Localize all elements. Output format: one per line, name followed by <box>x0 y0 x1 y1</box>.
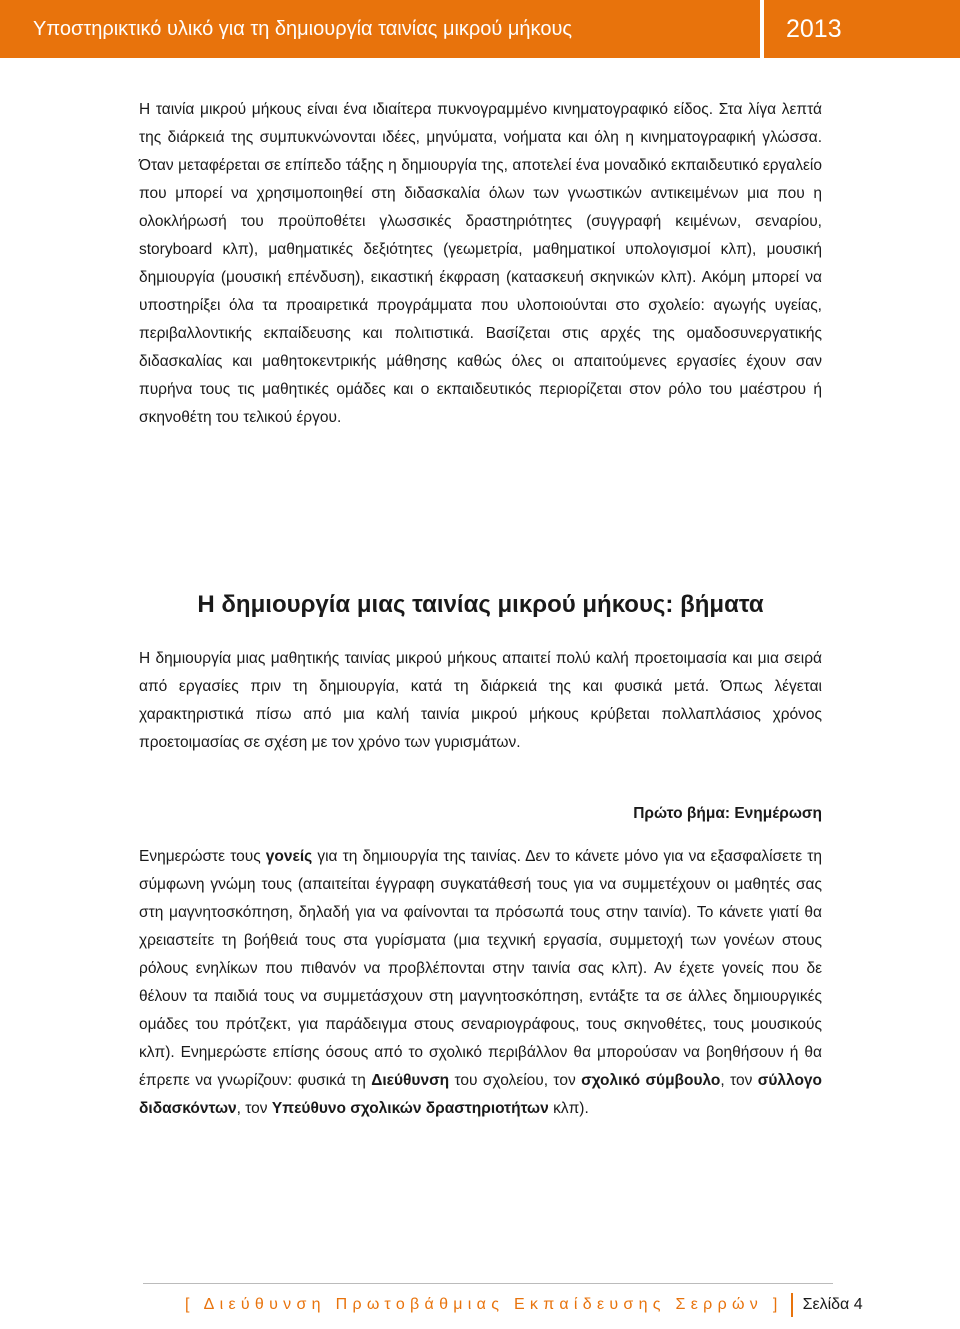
step1-bold-teachers: σύλλογο διδασκόντων <box>139 1072 822 1117</box>
footer-page-number: Σελίδα 4 <box>802 1296 863 1313</box>
footer-organization: [ Διεύθυνση Πρωτοβάθμιας Εκπαίδευσης Σερρών ] <box>185 1296 783 1313</box>
intro-section <box>139 96 822 432</box>
page-header <box>0 0 960 58</box>
intro-paragraph: Η ταινία μικρού μήκους είναι ένα ιδιαίτερα πυκνογραμμένο κινηματογραφικό είδος. Στα λίγα λεπτά της διάρκειά της συμπυκνώνονται ιδέες, μηνύματα, νοήματα και όλη η κινηματογραφική γλώσσα. Όταν μεταφέρεται σε επίπεδο τάξης η δημιουργία της, αποτελεί ένα μοναδικό εκπαιδευτικό εργαλείο που μπορεί να χρησιμοποιηθεί στη διδασκαλία όλων των γνωστικών αντικειμένων μια που η ολοκλήρωσή του προϋποθέτει γλωσσικές δραστηριότητες (συγγραφή κειμένων, σεναρίου, storyboard κλπ), μαθηματικές δεξιότητες (γεωμετρία, μαθηματικοί υπολογισμοί κλπ), μουσική δημιουργία (μουσική επένδυση), εικαστική έκφραση (κατασκευή σκηνικών κλπ). Ακόμη μπορεί να υποστηρίξει όλα τα προαιρετικά προγράμματα που υλοποιούνται στο σχολείο: αγωγής υγείας, περιβαλλοντικής εκπαίδευσης και πολιτιστικά. Βασίζεται στις αρχές της ομαδοσυνεργατικής διδασκαλίας και μαθητοκεντρικής μάθησης καθώς όλες οι απαιτούμενες εργασίες έχουν σαν πυρήνα τους τις μαθητικές ομάδες και ο εκπαιδευτικός περιορίζεται στον ρόλο του μαέστρου ή σκηνοθέτη του τελικού έργου. <box>139 101 822 426</box>
header-year: 2013 <box>764 0 960 58</box>
step1-text-1: Ενημερώστε τους <box>139 848 266 865</box>
step1-heading: Πρώτο βήμα: Ενημέρωση <box>633 805 822 822</box>
header-title: Υποστηρικτικό υλικό για τη δημιουργία ταινίας μικρού μήκους <box>0 0 760 58</box>
footer-divider <box>143 1283 833 1284</box>
step1-text-6: κλπ). <box>548 1100 589 1117</box>
step1-text-4: , τον <box>720 1072 758 1089</box>
section-paragraph: Η δημιουργία μιας μαθητικής ταινίας μικρού μήκους απαιτεί πολύ καλή προετοιμασία και μια σειρά από εργασίες πριν τη δημιουργία, κατά τη διάρκειά της και φυσικά μετά. Όπως λέγεται χαρακτηριστικά πίσω από μια καλή ταινία μικρού μήκους κρύβεται πολλαπλάσιος χρόνος προετοιμασίας σε σχέση με τον χρόνο των γυρισμάτων. <box>139 650 822 751</box>
step1-bold-advisor: σχολικό σύμβουλο <box>581 1072 721 1089</box>
section-heading: Η δημιουργία μιας ταινίας μικρού μήκους: βήματα <box>197 591 764 618</box>
footer-separator <box>791 1293 793 1317</box>
page-footer <box>185 1293 863 1317</box>
step1-bold-activities: Υπεύθυνο σχολικών δραστηριοτήτων <box>271 1100 549 1117</box>
step1-paragraph <box>139 843 822 1123</box>
step1-bold-direction: Διεύθυνση <box>371 1072 450 1089</box>
step1-text-3: του σχολείου, τον <box>449 1072 582 1089</box>
step1-text-2: για τη δημιουργία της ταινίας. Δεν το κάνετε μόνο για να εξασφαλίσετε τη σύμφωνη γνώμη τους (απαιτείται έγγραφη συγκατάθεσή τους για να συμμετέχουν οι μαθητές σας στη μαγνητοσκόπηση, δηλαδή για να φαίνονται τα πρόσωπά τους στην ταινία). Το κάνετε γιατί θα χρειαστείτε τη βοήθειά τους στα γυρίσματα (μια τεχνική εργασία, συμμετοχή των γονέων στους ρόλους ενηλίκων που πιθανόν να προβλέπονται στην ταινία σας κλπ). Αν έχετε γονείς που δε θέλουν τα παιδιά τους να συμμετάσχουν στη μαγνητοσκόπηση, εντάξτε τα σε άλλες δημιουργικές ομάδες του πρότζεκτ, για παράδειγμα στους σεναριογράφους, τους σκηνοθέτες, τους μουσικούς κλπ). Ενημερώστε επίσης όσους από το σχολικό περιβάλλον θα μπορούσαν να βοηθήσουν ή θα έπρεπε να γνωρίζουν: φυσικά τη <box>139 848 822 1089</box>
step1-bold-parents: γονείς <box>265 848 313 865</box>
step1-text-5: , τον <box>236 1100 272 1117</box>
